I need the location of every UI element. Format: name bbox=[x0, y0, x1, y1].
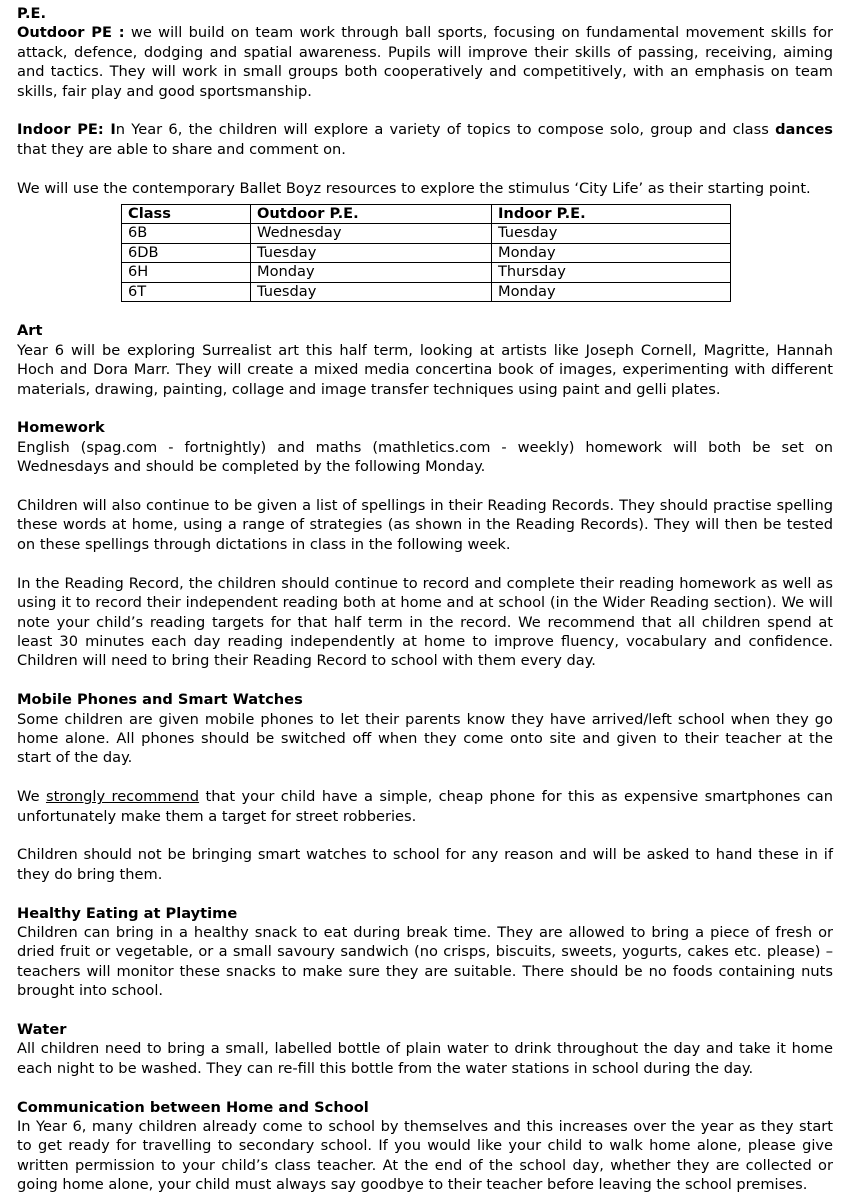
table-cell: Tuesday bbox=[251, 282, 492, 301]
phones-paragraph-3: Children should not be bringing smart watches to school for any reason and will be asked to hand these in if they do bring them. bbox=[17, 846, 833, 883]
water-paragraph: All children need to bring a small, labelled bottle of plain water to drink throughout the day and take it home each night to be washed. They can re-fill this bottle from the water stations in school during the day. bbox=[17, 1040, 833, 1077]
phones-heading: Mobile Phones and Smart Watches bbox=[17, 691, 303, 709]
strongly-recommend-text: strongly recommend bbox=[45, 788, 200, 806]
table-row bbox=[122, 243, 731, 262]
homework-heading: Homework bbox=[17, 419, 105, 437]
table-cell: 6DB bbox=[122, 243, 251, 262]
art-heading: Art bbox=[17, 322, 43, 340]
table-cell: Tuesday bbox=[251, 243, 492, 262]
indoor-pe-label: Indoor PE: I bbox=[17, 121, 116, 139]
phones-paragraph-2 bbox=[17, 787, 833, 826]
table-cell: Tuesday bbox=[492, 224, 731, 243]
table-row bbox=[122, 263, 731, 282]
outdoor-pe-label: Outdoor PE : bbox=[17, 24, 125, 42]
communication-paragraph: In Year 6, many children already come to school by themselves and this increases over the year as they start to get ready for travelling to secondary school. If you would like your child to walk home alone, please give written permission to your child’s class teacher. At the end of the school day, whether they are collected or going home alone, your child must always say goodbye to their teacher before leaving the school premises. bbox=[17, 1117, 833, 1194]
indoor-pe-text-b: that they are able to share and comment on. bbox=[17, 140, 346, 158]
phones-p2-start: We bbox=[17, 788, 46, 806]
indoor-pe-text-a: n Year 6, the children will explore a variety of topics to compose solo, group and class bbox=[115, 121, 776, 139]
table-cell: 6T bbox=[122, 282, 251, 301]
ballet-boyz-paragraph: We will use the contemporary Ballet Boyz resources to explore the stimulus ‘City Life’ as their starting point. bbox=[17, 179, 811, 197]
pe-table-header-outdoor: Outdoor P.E. bbox=[251, 205, 492, 224]
outdoor-pe-paragraph bbox=[17, 23, 833, 101]
phones-paragraph-1: Some children are given mobile phones to let their parents know they have arrived/left school when they go home alone. All phones should be switched off when they come onto site and given to their teacher at the start of the day. bbox=[17, 710, 833, 767]
pe-heading: P.E. bbox=[17, 5, 47, 22]
table-row bbox=[122, 224, 731, 243]
pe-table-header-indoor: Indoor P.E. bbox=[492, 205, 731, 224]
table-cell: Monday bbox=[492, 282, 731, 301]
table-cell: Thursday bbox=[492, 263, 731, 282]
pe-table-header-class: Class bbox=[122, 205, 251, 224]
homework-paragraph-3: In the Reading Record, the children should continue to record and complete their reading homework as well as using it to record their independent reading both at home and at school (in the Wider Reading section). We will note your child’s reading targets for that half term in the record. We recommend that all children spend at least 30 minutes each day reading independently at home to improve fluency, vocabulary and confidence. Children will need to bring their Reading Record to school with them every day. bbox=[17, 574, 833, 670]
table-cell: 6B bbox=[122, 224, 251, 243]
eating-heading: Healthy Eating at Playtime bbox=[17, 904, 238, 922]
pe-table-header-row bbox=[122, 205, 731, 224]
water-heading: Water bbox=[17, 1020, 67, 1038]
eating-paragraph: Children can bring in a healthy snack to eat during break time. They are allowed to bring a piece of fresh or dried fruit or vegetable, or a small savoury sandwich (no crisps, biscuits, sweets, yogurts, cakes etc. please) – teachers will monitor these snacks to make sure they are suitable. There should be no foods containing nuts brought into school. bbox=[17, 923, 833, 1000]
homework-paragraph-1: English (spag.com - fortnightly) and maths (mathletics.com - weekly) homework will both be set on Wednesdays and should be completed by the following Monday. bbox=[17, 438, 833, 476]
homework-paragraph-2: Children will also continue to be given a list of spellings in their Reading Records. They should practise spelling these words at home, using a range of strategies (as shown in the Reading Records). They will then be tested on these spellings through dictations in class in the following week. bbox=[17, 497, 833, 553]
communication-heading: Communication between Home and School bbox=[17, 1098, 369, 1116]
pe-timetable bbox=[121, 204, 731, 302]
indoor-pe-paragraph bbox=[17, 120, 833, 159]
table-cell: Monday bbox=[492, 243, 731, 262]
outdoor-pe-text: we will build on team work through ball sports, focusing on fundamental movement skills for attack, defence, dodging and spatial awareness. Pupils will improve their skills of passing, receiving, aiming and tactics. They will work in small groups both cooperatively and competitively, with an emphasis on team skills, fair play and good sportsmanship. bbox=[17, 24, 833, 100]
table-cell: Monday bbox=[251, 263, 492, 282]
table-row bbox=[122, 282, 731, 301]
phones-p2-end: that your child have a simple, cheap phone for this as expensive smartphones can unfortunately make them a target for street robberies. bbox=[17, 788, 833, 825]
art-paragraph: Year 6 will be exploring Surrealist art this half term, looking at artists like Joseph Cornell, Magritte, Hannah Hoch and Dora Marr. They will create a mixed media concertina book of images, experimenting with different materials, drawing, painting, collage and image transfer techniques using paint and gelli plates. bbox=[17, 341, 833, 398]
table-cell: Wednesday bbox=[251, 224, 492, 243]
table-cell: 6H bbox=[122, 263, 251, 282]
indoor-pe-dances: dances bbox=[775, 121, 833, 139]
